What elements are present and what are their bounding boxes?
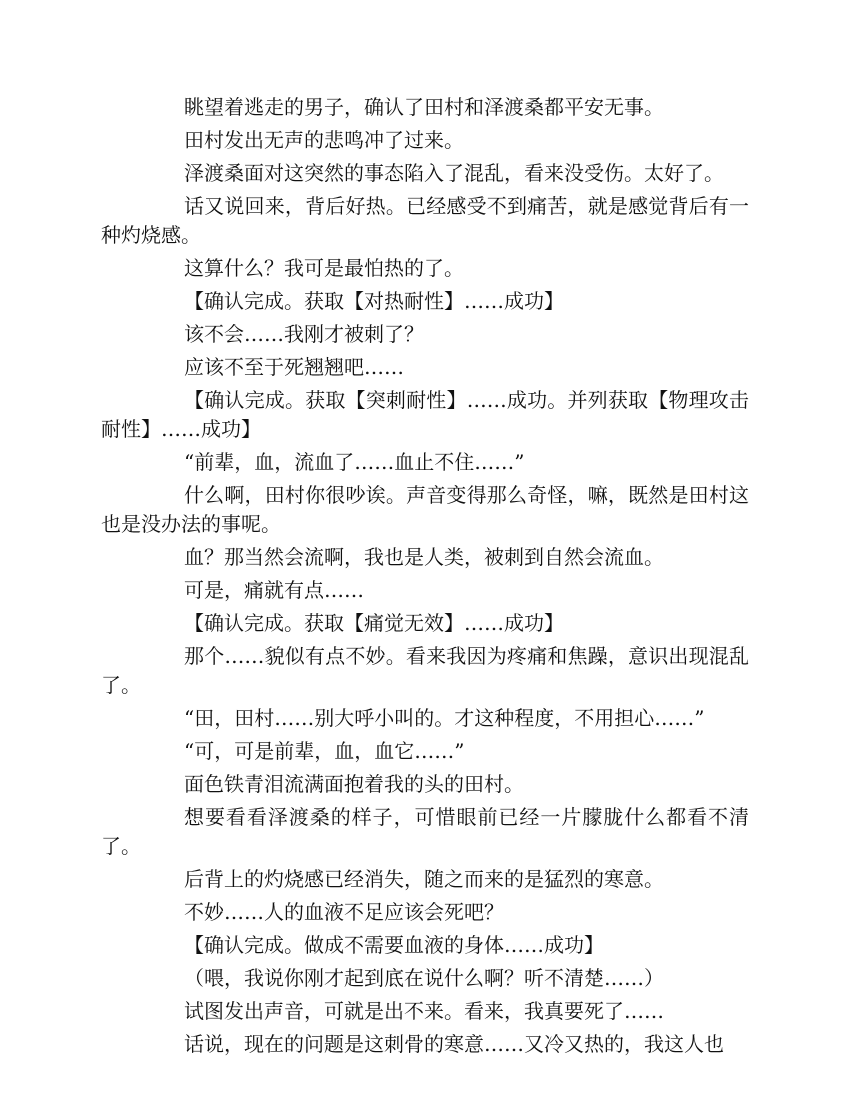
paragraph: 【确认完成。获取【对热耐性】……成功】: [184, 289, 564, 313]
paragraph: （喂，我说你刚才起到底在说什么啊？听不清楚……）: [184, 966, 664, 990]
paragraph: 不妙……人的血液不足应该会死吧？: [184, 900, 504, 924]
paragraph: 眺望着逃走的男子，确认了田村和泽渡桑都平安无事。: [184, 95, 664, 119]
paragraph: 【确认完成。获取【痛觉无效】……成功】: [184, 611, 564, 635]
paragraph: 什么啊，田村你很吵诶。声音变得那么奇怪，嘛，既然是田村这也是没办法的事呢。: [101, 483, 749, 536]
paragraph: 可是，痛就有点……: [184, 578, 364, 602]
paragraph: 田村发出无声的悲鸣冲了过来。: [184, 128, 464, 152]
paragraph: 话又说回来，背后好热。已经感受不到痛苦，就是感觉背后有一种灼烧感。: [101, 194, 749, 247]
paragraph: 试图发出声音，可就是出不来。看来，我真要死了……: [184, 999, 664, 1023]
paragraph: 【确认完成。做成不需要血液的身体……成功】: [184, 933, 604, 957]
paragraph: 这算什么？我可是最怕热的了。: [184, 256, 464, 280]
paragraph: 【确认完成。获取【突刺耐性】……成功。并列获取【物理攻击耐性】……成功】: [101, 388, 749, 441]
paragraph: 应该不至于死翘翘吧……: [184, 355, 404, 379]
paragraph: “前辈，血，流血了……血止不住……”: [184, 450, 525, 474]
paragraph: 想要看看泽渡桑的样子，可惜眼前已经一片朦胧什么都看不清了。: [101, 805, 749, 858]
paragraph: “可，可是前辈，血，血它……”: [184, 739, 465, 763]
document-body: [101, 93, 749, 1063]
paragraph: 那个……貌似有点不妙。看来我因为疼痛和焦躁，意识出现混乱了。: [101, 644, 749, 697]
paragraph: 后背上的灼烧感已经消失，随之而来的是猛烈的寒意。: [184, 867, 664, 891]
paragraph: 血？那当然会流啊，我也是人类，被刺到自然会流血。: [184, 545, 664, 569]
paragraph: 泽渡桑面对这突然的事态陷入了混乱，看来没受伤。太好了。: [184, 161, 724, 185]
paragraph: 话说，现在的问题是这刺骨的寒意……又冷又热的，我这人也: [184, 1032, 724, 1056]
paragraph: “田，田村……别大呼小叫的。才这种程度，不用担心……”: [184, 706, 705, 730]
paragraph: 面色铁青泪流满面抱着我的头的田村。: [184, 772, 524, 796]
paragraph: 该不会……我刚才被刺了？: [184, 322, 424, 346]
